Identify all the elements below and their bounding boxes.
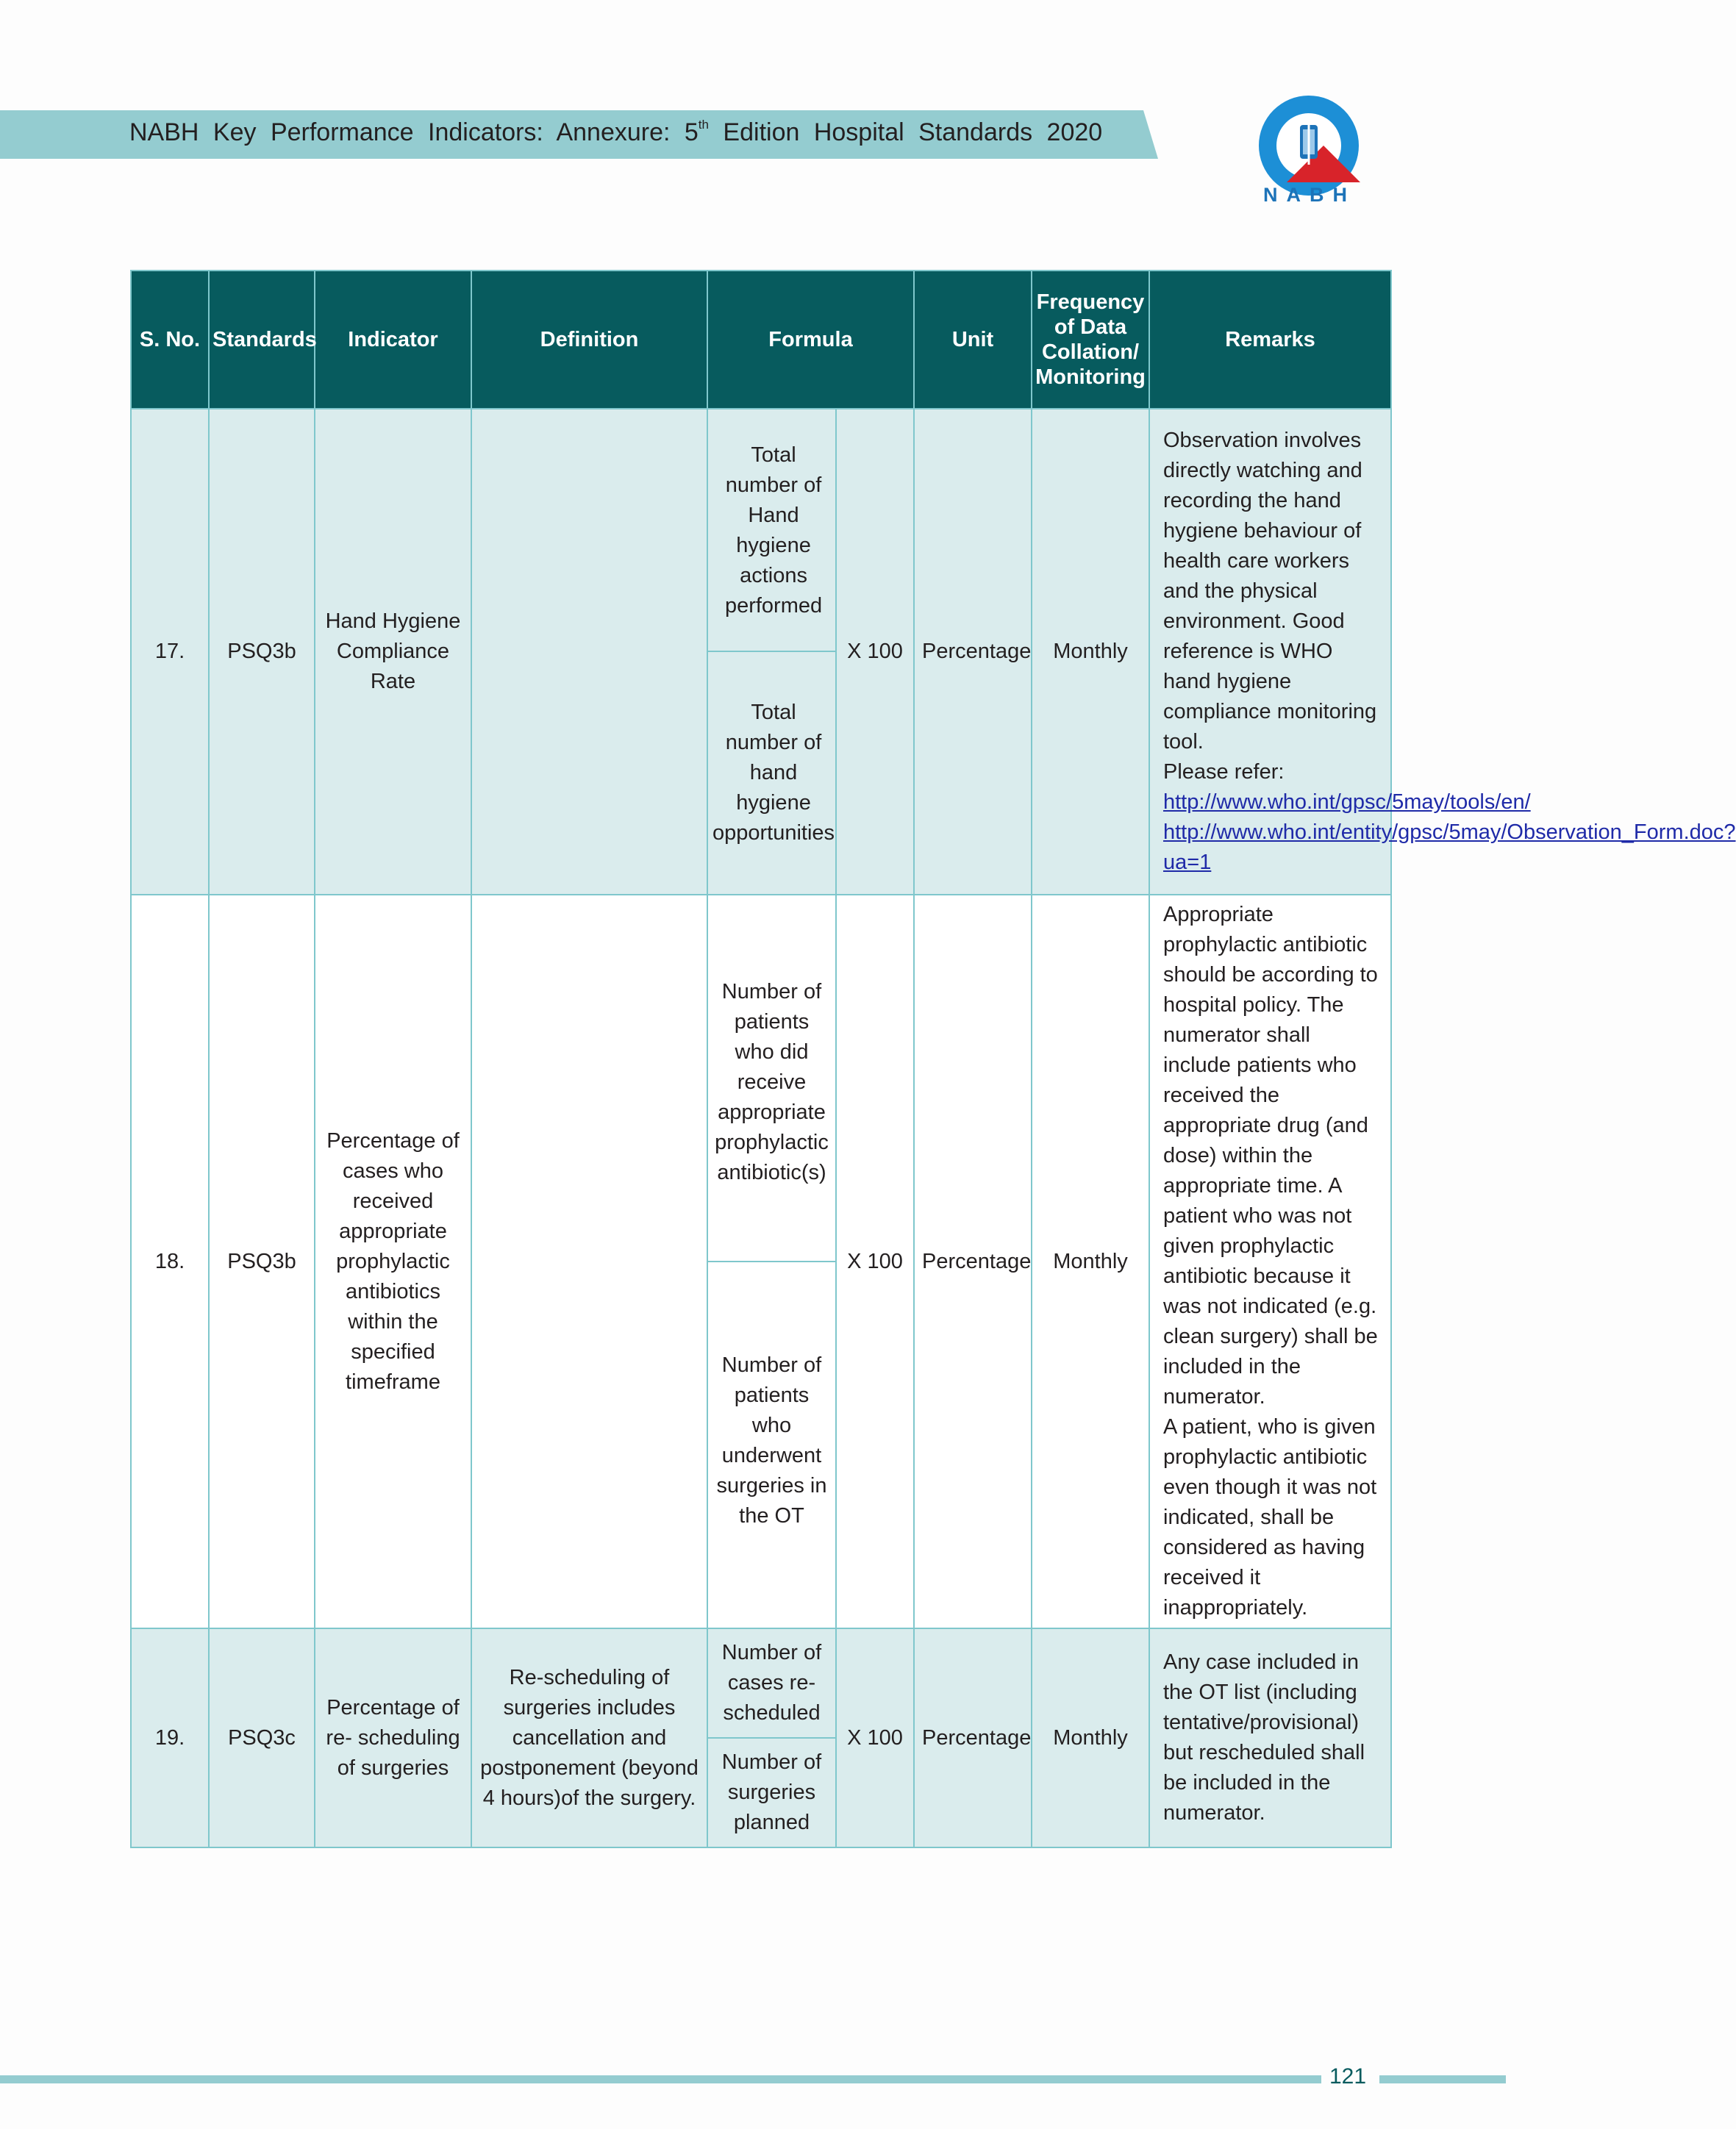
cell-multiplier: X 100 [836, 1628, 914, 1847]
cell-definition [471, 895, 707, 1628]
formula-denominator: Number of patients who underwent surgeries in the OT [708, 1262, 835, 1620]
cell-multiplier: X 100 [836, 895, 914, 1628]
cell-standard: PSQ3c [209, 1628, 315, 1847]
who-link-tools[interactable]: http://www.who.int/gpsc/5may/tools/en/ [1163, 790, 1531, 814]
cell-unit: Percentage [914, 1628, 1032, 1847]
title-tail: Edition Hospital Standards 2020 [708, 118, 1103, 146]
cell-unit: Percentage [914, 409, 1032, 895]
remarks-text: Appropriate prophylactic antibiotic should be according to hospital policy. The numerator shall include patients who received the appropriate drug (and dose) within the appropriate time. A patient who was not given prophylactic antibiotic because it was not indicated (e.g. clean surgery) shall be included in the numerator. [1163, 903, 1378, 1409]
remarks-refer: Please refer: [1163, 760, 1285, 784]
cell-remarks [1149, 895, 1391, 1628]
remarks-text: Observation involves directly watching and recording the hand hygiene behaviour of health care workers and the physical environment. Good reference is WHO hand hygiene compliance monitoring tool. [1163, 429, 1377, 754]
footer-line [0, 2075, 1321, 2083]
cell-indicator: Percentage of cases who received appropriate prophylactic antibiotics within the specified timeframe [315, 895, 471, 1628]
logo-text: NABH [1263, 184, 1356, 206]
title-main: NABH Key Performance Indicators: Annexure: 5 [129, 118, 699, 146]
col-header-indicator: Indicator [315, 271, 471, 409]
remarks-text-2: A patient, who is given prophylactic antibiotic even though it was not indicated, shall be considered as having received it inappropriately. [1163, 1415, 1377, 1620]
cell-formula-fraction [707, 895, 836, 1628]
cell-indicator: Hand Hygiene Compliance Rate [315, 409, 471, 895]
formula-fraction [708, 410, 839, 893]
col-header-formula: Formula [707, 271, 914, 409]
cell-sno: 19. [131, 1628, 209, 1847]
kpi-table [130, 270, 1736, 1848]
col-header-unit: Unit [914, 271, 1032, 409]
cell-indicator: Percentage of re- scheduling of surgeries [315, 1628, 471, 1847]
cell-remarks [1149, 409, 1736, 895]
col-header-definition: Definition [471, 271, 707, 409]
table-row [131, 895, 1391, 1628]
col-header-sno: S. No. [131, 271, 209, 409]
cell-formula-fraction [707, 409, 836, 895]
cell-sno: 17. [131, 409, 209, 895]
cell-frequency: Monthly [1032, 409, 1149, 895]
formula-denominator: Total number of hand hygiene opportunities [708, 651, 839, 893]
cell-standard: PSQ3b [209, 895, 315, 1628]
col-header-remarks: Remarks [1149, 271, 1391, 409]
cell-multiplier: X 100 [836, 409, 914, 895]
cell-unit: Percentage [914, 895, 1032, 1628]
cell-remarks: Any case included in the OT list (including tentative/provisional) but rescheduled shall be included in the numerator. [1149, 1628, 1391, 1847]
cell-definition: Re-scheduling of surgeries includes cancellation and postponement (beyond 4 hours)of the surgery. [471, 1628, 707, 1847]
cell-definition [471, 409, 707, 895]
table-header-row [131, 271, 1391, 409]
col-header-frequency: Frequency of Data Collation/ Monitoring [1032, 271, 1149, 409]
title-superscript: th [698, 117, 709, 132]
cell-frequency: Monthly [1032, 1628, 1149, 1847]
formula-denominator: Number of surgeries planned [708, 1738, 835, 1847]
table-row [131, 409, 1391, 895]
formula-numerator: Number of patients who did receive appropriate prophylactic antibiotic(s) [708, 904, 835, 1262]
footer-line-right [1379, 2075, 1506, 2083]
col-header-standards: Standards [209, 271, 315, 409]
formula-fraction [708, 1629, 835, 1847]
page-number: 121 [1329, 2064, 1367, 2089]
cell-formula-fraction [707, 1628, 836, 1847]
document-title [129, 118, 1102, 147]
formula-numerator: Total number of Hand hygiene actions performed [708, 410, 839, 651]
cell-standard: PSQ3b [209, 409, 315, 895]
formula-fraction [708, 904, 835, 1620]
cell-frequency: Monthly [1032, 895, 1149, 1628]
table-row [131, 1628, 1391, 1847]
cell-sno: 18. [131, 895, 209, 1628]
formula-numerator: Number of cases re-scheduled [708, 1629, 835, 1738]
who-link-observation-form[interactable]: http://www.who.int/entity/gpsc/5may/Observation_Form.doc?ua=1 [1163, 820, 1736, 874]
